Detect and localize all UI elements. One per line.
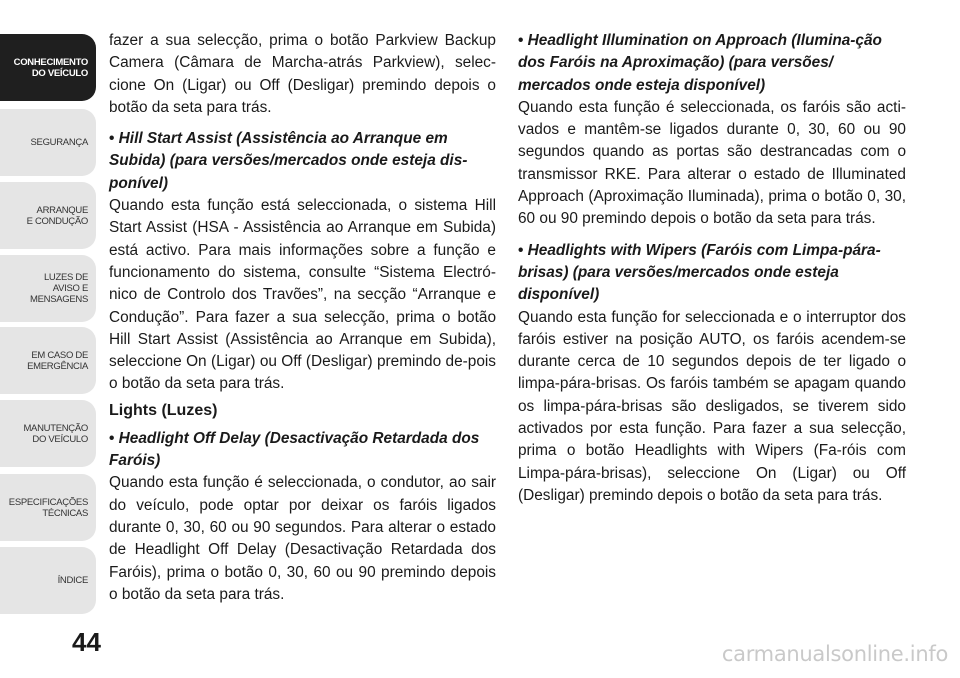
watermark: carmanualsonline.info (721, 642, 948, 666)
paragraph: fazer a sua selecção, prima o botão Parkview Backup Camera (Câmara de Marcha-atrás Parkview), selec-cione On (Ligar) ou Off (Desligar) premindo depois o botão da seta para trás. (109, 32, 496, 116)
section-heading: Lights (Luzes) (109, 401, 218, 419)
tab-label: SEGURANÇA (30, 137, 88, 148)
tab-manutencao-do-veiculo[interactable] (0, 400, 96, 467)
tab-label: ESPECIFICAÇÕES TÉCNICAS (8, 496, 88, 519)
subsection-heading: • Hill Start Assist (Assistência ao Arranque em Subida) (para versões/mercados onde esteja dis-ponível) (109, 128, 496, 195)
tab-label: LUZES DE AVISO E MENSAGENS (29, 272, 88, 305)
left-column (109, 30, 496, 609)
paragraph: Quando esta função for seleccionada e o interruptor dos faróis estiver na posição AUTO, os faróis acendem-se durante cerca de 10 segundos depois de ter ligado o limpa-pára-brisas. Os faróis também se apagam quando os limpa-pára-brisas são desligados, se tiverem sido activados por esta função. Para fazer a sua selecção, prima o botão Headlights with Wipers (Fa-róis com Limpa-pára-brisas), seleccione On (Ligar) ou Off (Desligar) premindo depois o botão da seta para trás. (518, 308, 906, 504)
tab-label: ARRANQUE E CONDUÇÃO (26, 204, 88, 227)
paragraph: Quando esta função é seleccionada, o condutor, ao sair do veículo, pode optar por deixar os faróis ligados durante 0, 30, 60 ou 90 segundos. Para alterar o estado de Headlight Off Delay (Desactivação Retardada dos Faróis), prima o botão 0, 30, 60 ou 90 premindo depois o botão da seta para trás. (109, 474, 496, 603)
tab-label: EM CASO DE EMERGÊNCIA (27, 349, 88, 372)
tab-arranque-e-conducao[interactable] (0, 182, 96, 249)
tab-especificacoes-tecnicas[interactable] (0, 474, 96, 541)
tab-label: MANUTENÇÃO DO VEÍCULO (23, 422, 88, 445)
tab-label: ÍNDICE (57, 575, 88, 586)
tab-conhecimento-do-veiculo[interactable] (0, 34, 96, 101)
subsection-heading: • Headlight Illumination on Approach (Ilumina-ção dos Faróis na Aproximação) (para versões/ mercados onde esteja disponível) (518, 30, 906, 97)
sidebar-nav (0, 0, 96, 678)
tab-seguranca[interactable] (0, 109, 96, 176)
tab-label: CONHECIMENTO DO VEÍCULO (13, 56, 88, 79)
paragraph: Quando esta função está seleccionada, o sistema Hill Start Assist (HSA - Assistência ao Arranque em Subida) está activo. Para mais informações sobre a função e funcionamento do sistema, consulte “Sistema Electró-nico de Controlo dos Travões”, na secção “Arranque e Condução”. Para fazer a sua selecção, prima o botão Hill Start Assist (Assistência ao Arranque em Subida), seleccione On (Ligar) ou Off (Desligar) premindo de-pois o botão da seta para trás. (109, 197, 496, 393)
paragraph: Quando esta função é seleccionada, os faróis são acti-vados e mantêm-se ligados durante 0, 30, 60 ou 90 segundos quando as portas são destrancadas com o transmissor RKE. Para alterar o estado de Illuminated Approach (Aproximação Iluminada), prima o botão 0, 30, 60 ou 90 premindo depois o botão da seta para trás. (518, 98, 906, 228)
tab-luzes-de-aviso[interactable] (0, 255, 96, 322)
tab-indice[interactable] (0, 547, 96, 614)
subsection-heading: • Headlights with Wipers (Faróis com Limpa-pára-brisas) (para versões/mercados onde esteja disponível) (518, 240, 906, 307)
page-number: 44 (72, 627, 101, 657)
right-column (518, 30, 906, 510)
subsection-heading: • Headlight Off Delay (Desactivação Retardada dos Faróis) (109, 428, 496, 473)
tab-em-caso-de-emergencia[interactable] (0, 327, 96, 394)
